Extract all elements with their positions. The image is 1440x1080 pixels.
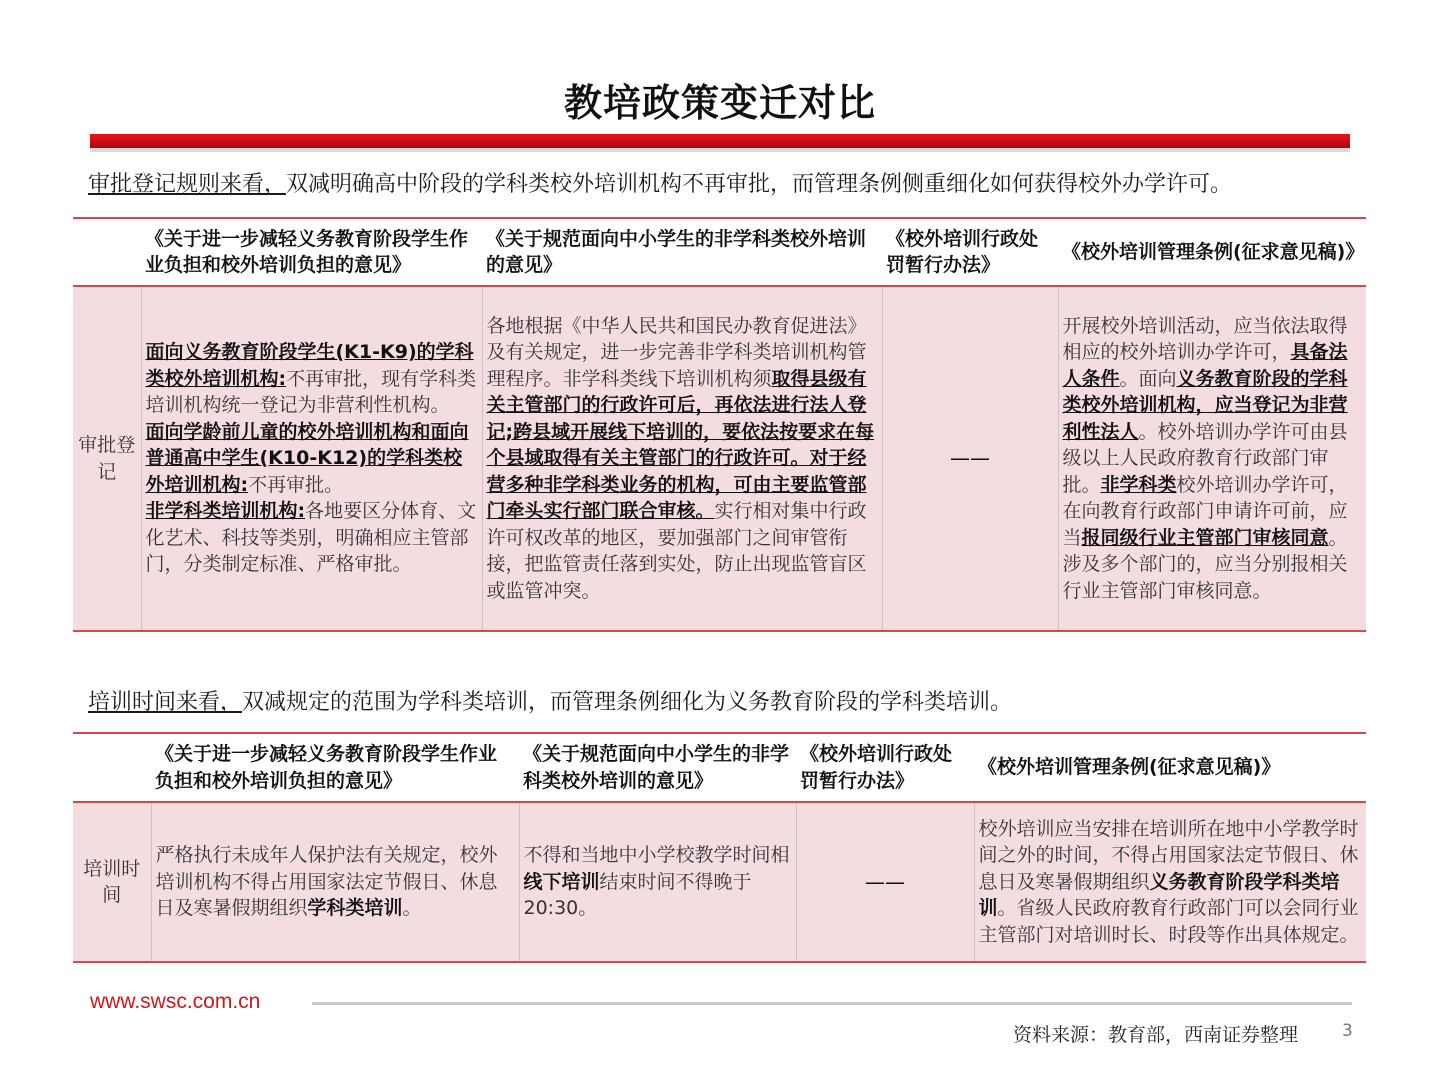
section2-intro-text: 双减规定的范围为学科类培训，而管理条例细化为义务教育阶段的学科类培训。 — [242, 690, 1013, 715]
highlight-text: 报同级行业主管部门审核同意 — [1081, 526, 1329, 549]
section2-intro-lead: 培训时间来看， — [88, 690, 243, 715]
header-doc-non-subject: 《关于规范面向中小学生的非学科类校外培训的意见》 — [482, 218, 882, 286]
footer-divider — [312, 1002, 1352, 1005]
highlight-text: 面向义务教育阶段学生(K1-K9)的学科类校外培训机构: — [145, 341, 474, 390]
highlight-text: 非学科类 — [1100, 473, 1177, 496]
highlight-text: 义务教育阶段的学科类校外培训机构，应当登记为非营利性法人 — [1062, 367, 1348, 443]
row-label-approval: 审批登记 — [73, 286, 141, 631]
header-doc-penalty: 《校外培训行政处罚暂行办法》 — [882, 218, 1058, 286]
cell-text: 校外培训办学许可，在向教育行政部门申请许可前，应当 — [1062, 473, 1348, 549]
source-note: 资料来源：教育部，西南证券整理 — [1013, 1024, 1299, 1046]
header-doc-non-subject: 《关于规范面向中小学生的非学科类校外培训的意见》 — [519, 733, 796, 802]
cell-text: 严格执行未成年人保护法有关规定，校外培训机构不得占用国家法定节假日、休息日及寒暑假期组织 — [155, 844, 498, 920]
cell-text: 。面向 — [1119, 367, 1177, 390]
table-row — [73, 802, 1366, 962]
cell-text: 不再审批，现有学科类培训机构统一登记为非营利性机构。 — [145, 367, 477, 417]
page-number: 3 — [1342, 1021, 1353, 1041]
approval-comparison-table — [73, 217, 1366, 632]
cell-penalty-dash: —— — [796, 802, 974, 962]
highlight-text: 非学科类培训机构: — [145, 500, 306, 523]
header-doc-regulation: 《校外培训管理条例(征求意见稿)》 — [974, 733, 1366, 802]
cell-double-reduction — [151, 802, 519, 962]
section1-intro-text: 双减明确高中阶段的学科类校外培训机构不再审批，而管理条例侧重细化如何获得校外办学许可。 — [286, 172, 1233, 197]
cell-regulation — [1058, 286, 1366, 631]
bold-text: 义务教育阶段学科类培训 — [978, 870, 1340, 920]
title-divider-shadow — [90, 148, 1350, 152]
footer-website-link[interactable]: www.swsc.com.cn — [90, 990, 261, 1013]
cell-regulation — [974, 802, 1366, 962]
table-row — [73, 286, 1366, 631]
highlight-text: 面向学龄前儿童的校外培训机构和面向普通高中学生(K10-K12)的学科类校外培训机构: — [145, 420, 469, 496]
cell-text: 结束时间不得晚于20:30。 — [523, 870, 752, 920]
cell-text: 。涉及多个部门的，应当分别报相关行业主管部门审核同意。 — [1062, 526, 1348, 602]
cell-text: 实行相对集中行政许可权改革的地区，要加强部门之间审管衔接，把监管责任落到实处，防止出现监管盲区或监管冲突。 — [486, 500, 867, 602]
cell-text: 校外培训应当安排在培训所在地中小学教学时间之外的时间，不得占用国家法定节假日、休息日及寒暑假期组织 — [978, 817, 1359, 893]
cell-text: 。校外培训办学许可由县级以上人民政府教育行政部门审批。 — [1062, 420, 1348, 496]
header-doc-double-reduction: 《关于进一步减轻义务教育阶段学生作业负担和校外培训负担的意见》 — [141, 218, 482, 286]
section1-intro-lead: 审批登记规则来看， — [88, 172, 287, 197]
highlight-text: 具备法人条件 — [1062, 341, 1348, 390]
highlight-text: 取得县级有关主管部门的行政许可后，再依法进行法人登记;跨县域开展线下培训的，要依法按要求在每个县域取得有关主管部门的行政许可。对于经营多种非学科类业务的机构，可由主要监管部门牵头实行部门联合审核。 — [486, 367, 875, 523]
page-title: 教培政策变迁对比 — [563, 81, 876, 125]
cell-text: 。 — [402, 897, 422, 920]
cell-non-subject — [519, 802, 796, 962]
table-header-row — [73, 733, 1366, 802]
bold-text: 学科类培训 — [307, 897, 403, 920]
section2-intro — [88, 685, 1012, 716]
cell-text: 开展校外培训活动，应当依法取得相应的校外培训办学许可， — [1062, 314, 1348, 364]
cell-non-subject — [482, 286, 882, 631]
cell-text: 各地要区分体育、文化艺术、科技等类别，明确相应主管部门，分类制定标准、严格审批。 — [145, 500, 477, 576]
header-empty-cell — [73, 218, 141, 286]
cell-double-reduction — [141, 286, 482, 631]
cell-text: 。省级人民政府教育行政部门可以会同行业主管部门对培训时长、时段等作出具体规定。 — [978, 897, 1359, 946]
cell-text: 不得和当地中小学校教学时间相 — [523, 844, 790, 867]
cell-text: 不再审批。 — [248, 473, 344, 496]
training-time-comparison-table — [73, 732, 1366, 963]
row-label-training-time: 培训时间 — [73, 802, 151, 962]
cell-text: 各地根据《中华人民共和国民办教育促进法》及有关规定，进一步完善非学科类培训机构管理程序。非学科类线下培训机构须 — [486, 314, 867, 390]
title-divider-bar — [90, 134, 1350, 148]
header-doc-penalty: 《校外培训行政处罚暂行办法》 — [796, 733, 974, 802]
cell-penalty-dash: —— — [882, 286, 1058, 631]
header-empty-cell — [73, 733, 151, 802]
header-doc-regulation: 《校外培训管理条例(征求意见稿)》 — [1058, 218, 1366, 286]
bold-text: 线下培训 — [523, 870, 600, 893]
header-doc-double-reduction: 《关于进一步减轻义务教育阶段学生作业负担和校外培训负担的意见》 — [151, 733, 519, 802]
table-header-row — [73, 218, 1366, 286]
section1-intro — [88, 167, 1232, 198]
